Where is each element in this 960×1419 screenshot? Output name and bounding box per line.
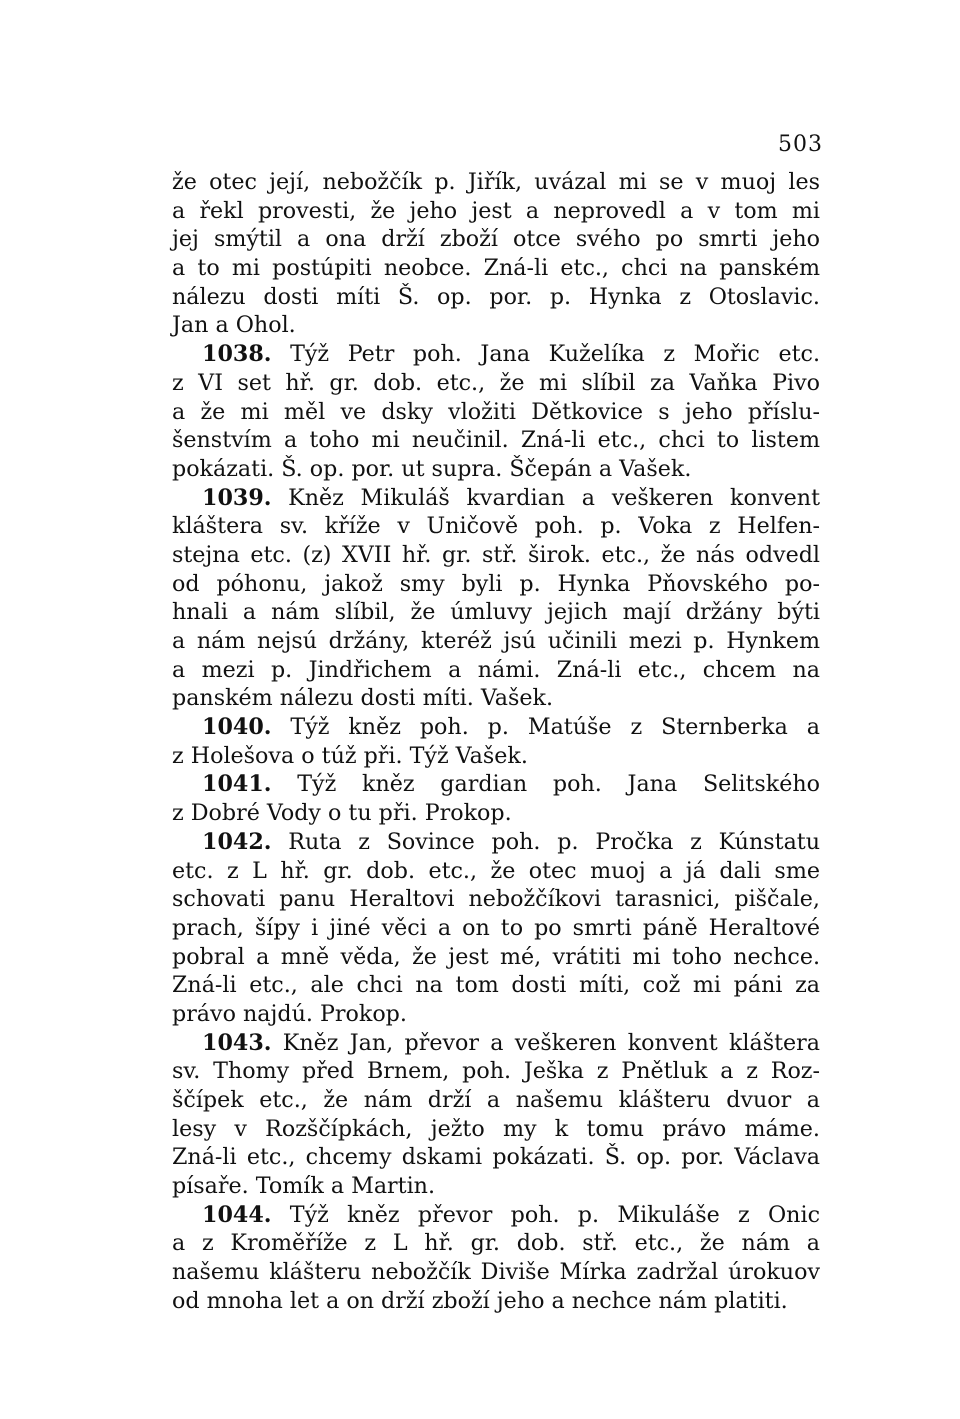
text-line (172, 598, 820, 627)
line-text: šenstvím a toho mi neučinil. Zná-li etc., chci to listem (172, 427, 820, 454)
text-line (172, 168, 820, 197)
line-text: z Holešova o túž při. Týž Vašek. (172, 742, 528, 769)
text-line (172, 1287, 820, 1316)
text-line (172, 1172, 820, 1201)
entry-number: 1041. (202, 771, 272, 798)
entry-number: 1042. (202, 828, 272, 855)
text-line (172, 283, 820, 312)
line-text: ščípek etc., že nám drží a našemu klášteru dvuor a (172, 1087, 820, 1113)
entry-start-line (172, 713, 820, 742)
text-line (172, 742, 820, 771)
line-text: a nám nejsú držány, kteréž jsú učinili mezi p. Hynkem (172, 628, 820, 654)
text-line (172, 656, 820, 685)
page-number: 503 (778, 132, 823, 157)
text-line (172, 684, 820, 713)
text-line (172, 398, 820, 427)
text-line (172, 857, 820, 886)
line-text: Zná-li etc., chcemy dskami pokázati. Š. op. por. Václava (172, 1144, 820, 1171)
text-line (172, 1000, 820, 1029)
line-text: že otec její, nebožčík p. Jiřík, uvázal mi se v muoj les (172, 169, 820, 195)
text-line (172, 971, 820, 1000)
line-text: od mnoha let a on drží zboží jeho a nechce nám platiti. (172, 1287, 788, 1314)
line-text: písaře. Tomík a Martin. (172, 1173, 436, 1200)
line-text: Kněz Mikuláš kvardian a veškeren konvent (271, 484, 820, 511)
line-text: Týž kněz poh. p. Matúše z Sternberka a (271, 714, 820, 741)
line-text: Týž kněz převor poh. p. Mikuláše z Onic (271, 1201, 820, 1228)
text-line (172, 627, 820, 656)
entry-start-line (172, 770, 820, 799)
text-line (172, 1258, 820, 1287)
line-text: Zná-li etc., ale chci na tom dosti míti, což mi páni za (172, 972, 820, 999)
entry-number: 1043. (202, 1029, 272, 1056)
text-line (172, 197, 820, 226)
line-text: pobral a mně věda, že jest mé, vrátiti mi toho nechce. (172, 943, 820, 970)
line-text: od póhonu, jakož smy byli p. Hynka Pňovského po- (172, 570, 820, 597)
line-text: jej smýtil a ona drží zboží otce svého po smrti jeho (172, 226, 820, 253)
text-line (172, 541, 820, 570)
text-line (172, 1143, 820, 1172)
line-text: sv. Thomy před Brnem, poh. Ješka z Pnětluk a z Roz- (172, 1058, 820, 1085)
text-line (172, 570, 820, 599)
entry-number: 1039. (202, 484, 272, 511)
body-text (172, 168, 820, 1316)
line-text: nálezu dosti míti Š. op. por. p. Hynka z Otoslavic. (172, 283, 820, 310)
line-text: stejna etc. (z) XVII hř. gr. stř. širok. etc., že nás odvedl (172, 541, 820, 568)
text-line (172, 799, 820, 828)
line-text: prach, šípy i jiné věci a on to po smrti páně Heraltové (172, 914, 820, 941)
text-line (172, 1115, 820, 1144)
line-text: a řekl provesti, že jeho jest a neprovedl a v tom mi (172, 197, 820, 224)
line-text: hnali a nám slíbil, že úmluvy jejich mají držány býti (172, 599, 820, 626)
line-text: a z Kroměříže z L hř. gr. dob. stř. etc., že nám a (172, 1230, 820, 1257)
entry-start-line (172, 1029, 820, 1058)
line-text: z Dobré Vody o tu při. Prokop. (172, 800, 512, 827)
line-text: Kněz Jan, převor a veškeren konvent kláštera (271, 1029, 820, 1056)
entry-start-line (172, 828, 820, 857)
text-line (172, 1086, 820, 1115)
text-line (172, 225, 820, 254)
text-line (172, 943, 820, 972)
text-line (172, 369, 820, 398)
line-text: a to mi postúpiti neobce. Zná-li etc., chci na panském (172, 255, 820, 282)
line-text: Týž kněz gardian poh. Jana Selitského (271, 771, 820, 798)
text-line (172, 426, 820, 455)
line-text: schovati panu Heraltovi nebožčíkovi tarasnici, piščale, (172, 886, 820, 913)
line-text: a mezi p. Jindřichem a námi. Zná-li etc., chcem na (172, 656, 820, 683)
entry-start-line (172, 340, 820, 369)
line-text: panském nálezu dosti míti. Vašek. (172, 685, 554, 712)
text-line (172, 914, 820, 943)
text-line (172, 885, 820, 914)
entry-number: 1044. (202, 1201, 272, 1228)
line-text: z VI set hř. gr. dob. etc., že mi slíbil za Vaňka Pivo (172, 369, 820, 396)
text-line (172, 512, 820, 541)
line-text: právo najdú. Prokop. (172, 1000, 407, 1027)
line-text: Jan a Ohol. (172, 312, 296, 339)
line-text: lesy v Rozščípkách, ježto my k tomu právo máme. (172, 1115, 820, 1142)
text-line (172, 455, 820, 484)
text-line (172, 311, 820, 340)
text-line (172, 1229, 820, 1258)
line-text: našemu klášteru nebožčík Diviše Mírka zadržal úrokuov (172, 1259, 820, 1286)
entry-start-line (172, 484, 820, 513)
entry-number: 1040. (202, 714, 272, 741)
line-text: etc. z L hř. gr. dob. etc., že otec muoj a já dali sme (172, 857, 820, 884)
line-text: pokázati. Š. op. por. ut supra. Ščepán a Vašek. (172, 455, 692, 482)
line-text: Ruta z Sovince poh. p. Pročka z Kúnstatu (271, 828, 820, 855)
text-line (172, 1057, 820, 1086)
text-line (172, 254, 820, 283)
entry-number: 1038. (202, 341, 272, 368)
line-text: Týž Petr poh. Jana Kuželíka z Mořic etc. (271, 341, 820, 368)
entry-start-line (172, 1201, 820, 1230)
line-text: kláštera sv. kříže v Uničově poh. p. Voka z Helfen- (172, 513, 820, 540)
line-text: a že mi měl ve dsky vložiti Dětkovice s jeho příslu- (172, 398, 820, 425)
